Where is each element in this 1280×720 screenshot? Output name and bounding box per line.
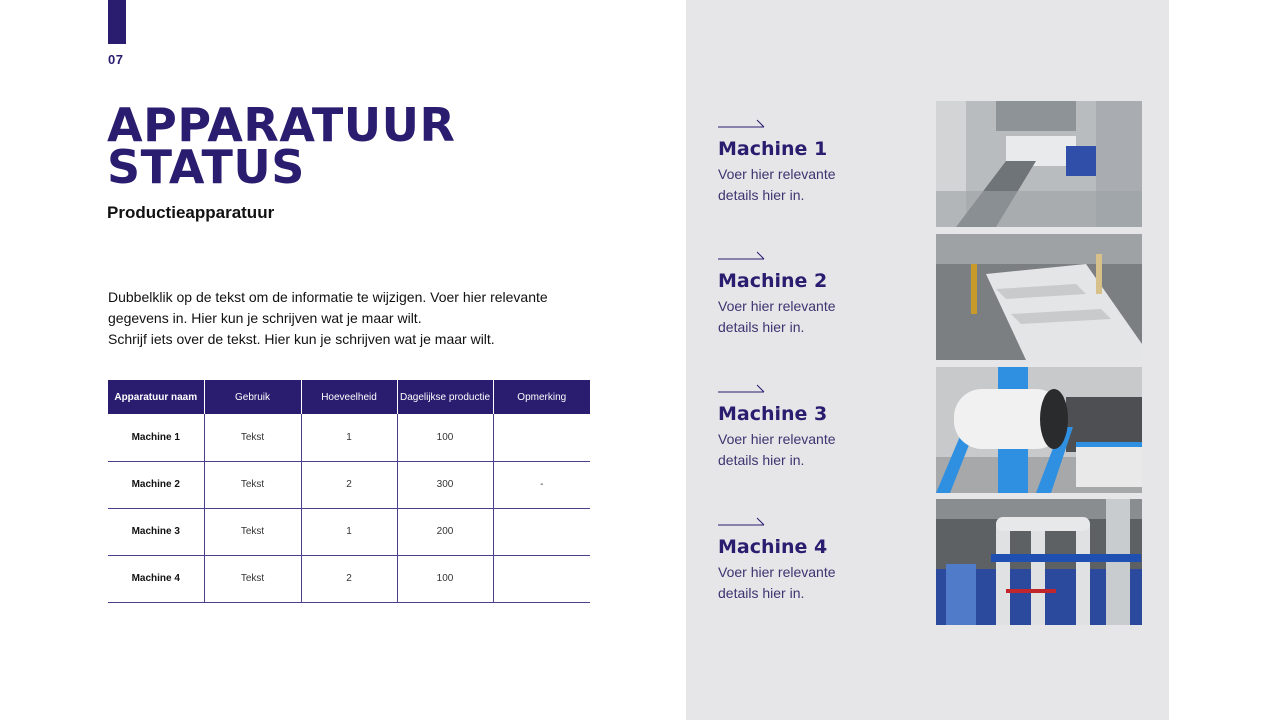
machine-title: Machine 2: [718, 270, 828, 292]
table-row: [108, 414, 590, 461]
machine-description: [718, 429, 918, 471]
cell-quantity: 1: [301, 508, 397, 555]
cell-usage: Tekst: [204, 555, 301, 602]
cell-quantity: 2: [301, 461, 397, 508]
body-text: [108, 287, 588, 350]
machine-description: [718, 562, 918, 604]
page-number: 07: [108, 52, 124, 67]
column-header-usage: Gebruik: [204, 380, 301, 414]
accent-bar: [108, 0, 126, 44]
column-header-name: Apparatuur naam: [108, 380, 204, 414]
machine-card-3: [718, 383, 918, 471]
column-header-quantity: Hoeveelheid: [301, 380, 397, 414]
page-title-line1: APPARATUUR: [107, 98, 456, 152]
machine-card-1: [718, 118, 918, 206]
machine-description-line2: details hier in.: [718, 585, 805, 601]
cell-daily-production: 300: [397, 461, 493, 508]
machine-1-photo: [936, 101, 1142, 227]
body-paragraph-2: Schrijf iets over de tekst. Hier kun je schrijven wat je maar wilt.: [108, 331, 495, 347]
cell-remark: -: [493, 461, 590, 508]
machine-description-line1: Voer hier relevante: [718, 166, 836, 182]
machine-title: Machine 3: [718, 403, 828, 425]
machine-3-photo: [936, 367, 1142, 493]
arrow-right-icon: [718, 118, 766, 128]
machine-4-photo: [936, 499, 1142, 625]
body-paragraph-1: Dubbelklik op de tekst om de informatie te wijzigen. Voer hier relevante gegevens in. Hier kun je schrijven wat je maar wilt.: [108, 289, 548, 326]
machine-description-line1: Voer hier relevante: [718, 431, 836, 447]
table-row: [108, 461, 590, 508]
cell-usage: Tekst: [204, 414, 301, 461]
cell-usage: Tekst: [204, 461, 301, 508]
machine-description-line2: details hier in.: [718, 452, 805, 468]
cell-remark: [493, 414, 590, 461]
machine-title: Machine 4: [718, 536, 828, 558]
cell-daily-production: 100: [397, 555, 493, 602]
machine-description-line1: Voer hier relevante: [718, 298, 836, 314]
cell-daily-production: 100: [397, 414, 493, 461]
cell-name: Machine 1: [108, 414, 204, 461]
column-header-daily-production: Dagelijkse productie: [397, 380, 493, 414]
cell-daily-production: 200: [397, 508, 493, 555]
machine-card-4: [718, 516, 918, 604]
cell-name: Machine 2: [108, 461, 204, 508]
machine-card-2: [718, 250, 918, 338]
cell-name: Machine 3: [108, 508, 204, 555]
cell-quantity: 2: [301, 555, 397, 602]
arrow-right-icon: [718, 250, 766, 260]
cell-remark: [493, 555, 590, 602]
cell-quantity: 1: [301, 414, 397, 461]
page-title-line2: STATUS: [107, 140, 305, 194]
machine-description-line2: details hier in.: [718, 319, 805, 335]
table-row: [108, 508, 590, 555]
machine-description: [718, 164, 918, 206]
machine-description-line1: Voer hier relevante: [718, 564, 836, 580]
machine-title: Machine 1: [718, 138, 828, 160]
page-title: [107, 98, 456, 194]
cell-remark: [493, 508, 590, 555]
cell-usage: Tekst: [204, 508, 301, 555]
arrow-right-icon: [718, 383, 766, 393]
column-header-remark: Opmerking: [493, 380, 590, 414]
arrow-right-icon: [718, 516, 766, 526]
machine-description: [718, 296, 918, 338]
page-subtitle: Productieapparatuur: [107, 203, 275, 222]
table-row: [108, 555, 590, 602]
equipment-table: [108, 380, 590, 603]
machine-description-line2: details hier in.: [718, 187, 805, 203]
table-header-row: [108, 380, 590, 414]
machine-2-photo: [936, 234, 1142, 360]
cell-name: Machine 4: [108, 555, 204, 602]
